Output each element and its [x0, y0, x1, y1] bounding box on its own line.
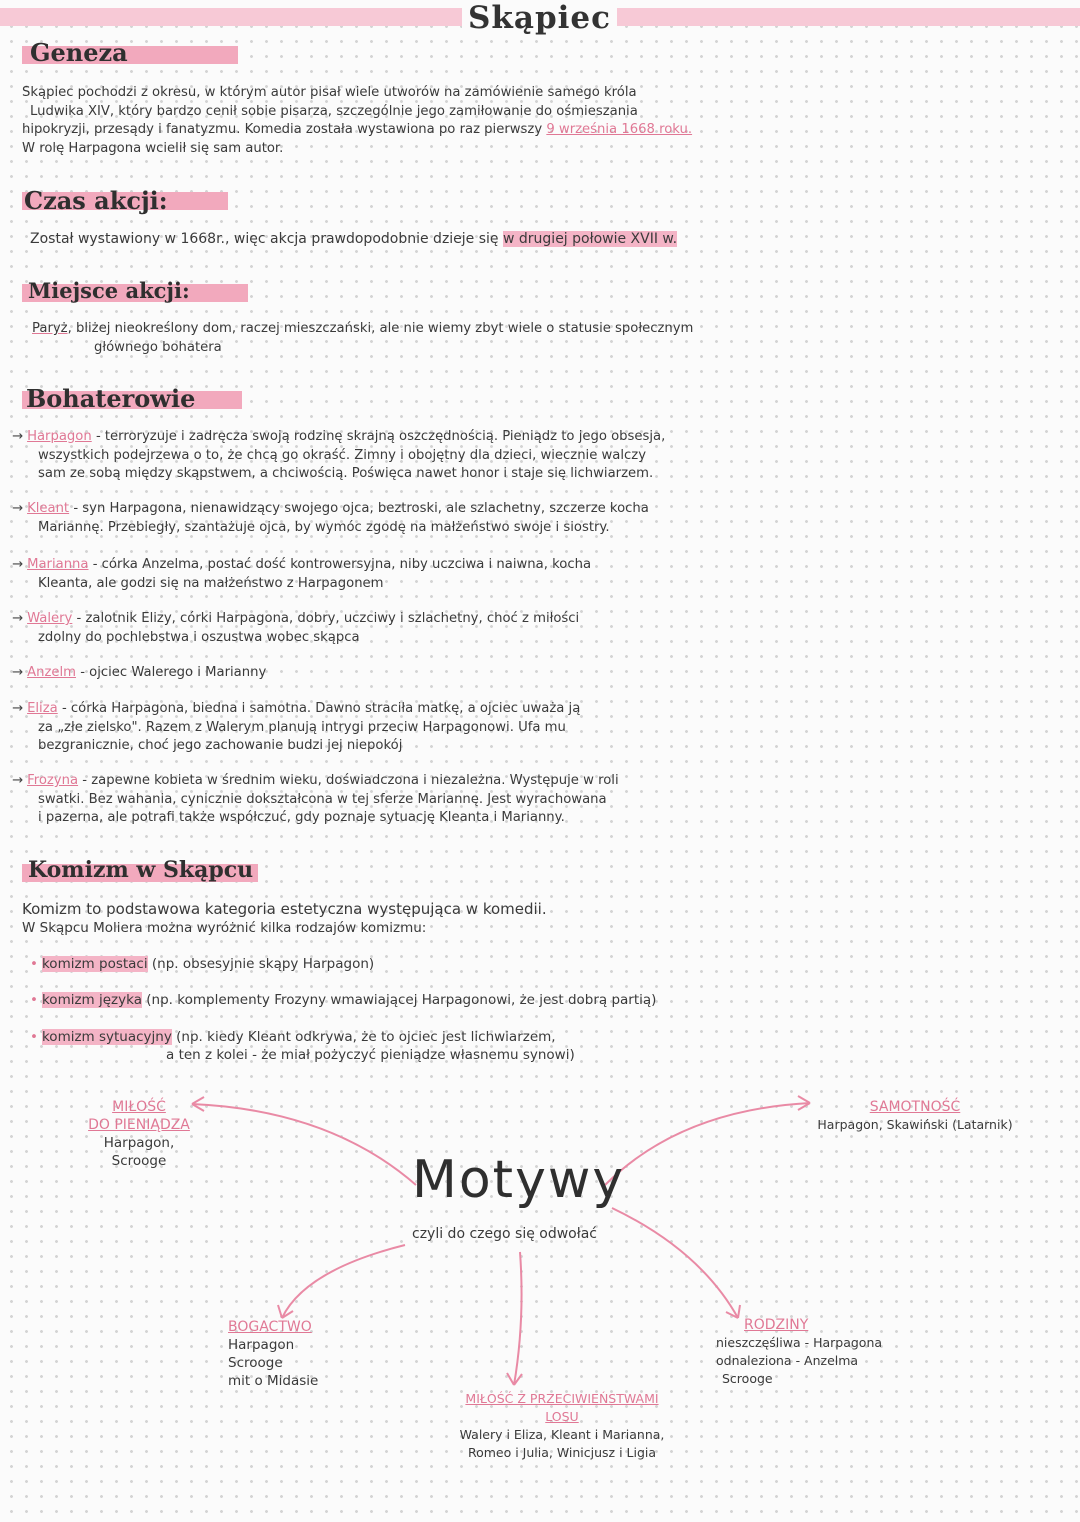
motif-example: Scrooge: [111, 1153, 167, 1169]
motif-example: Harpagon,: [103, 1135, 175, 1151]
motif-samotnosc: [790, 1098, 1040, 1134]
komizm-line: W Skąpcu Moliera można wyróżnić kilka rodzajów komizmu:: [22, 920, 427, 936]
character-desc: bezgranicznie, choć jego zachowanie budzi jej niepokój: [38, 738, 403, 753]
komizm-type: • komizm sytuacyjny (np. kiedy Kleant odkrywa, że to ojciec jest lichwiarzem, a ten z kolei - że miał pożyczyć pieniądze własnemu synowi): [30, 1029, 575, 1063]
character-desc: wszystkich podejrzewa o to, że chcą go okraść. Zimny i obojętny dla dzieci, wiecznie walczy: [38, 447, 647, 463]
character-desc: - terroryzuje i zadręcza swoją rodzinę skrajną oszczędnością. Pieniądz to jego obsesja,: [95, 429, 666, 444]
komizm-label: komizm sytuacyjny: [41, 1029, 172, 1045]
komizm-desc: a ten z kolei - że miał pożyczyć pieniądze własnemu synowi): [166, 1047, 575, 1063]
motif-example: Scrooge: [722, 1371, 773, 1386]
geneza-line: hipokryzji, przesądy i fanatyzmu. Komedia została wystawiona po raz pierwszy: [22, 122, 543, 137]
komizm-label: komizm języka: [41, 992, 142, 1008]
motif-example: mit o Midasie: [228, 1373, 319, 1389]
character-entry: → Anzelm - ojciec Walerego i Marianny: [12, 665, 267, 680]
motif-example: Romeo i Julia, Winicjusz i Ligia: [467, 1445, 657, 1460]
character-entry: → Kleant - syn Harpagona, nienawidzący swojego ojca, beztroski, ale szlachetny, szczerze kocha Mariannę. Przebiegły, szantażuje ojca, by wymóc zgodę na małżeństwo swoje i siostry.: [12, 500, 732, 537]
geneza-line: W rolę Harpagona wcielił się sam autor.: [22, 140, 284, 156]
page-title: Skąpiec: [462, 0, 617, 36]
motif-example: Scrooge: [228, 1355, 283, 1371]
character-desc: i pazerna, ale potrafi także współczuć, gdy poznaje sytuację Kleanta i Marianny.: [38, 810, 565, 825]
character-name: Eliza: [27, 701, 58, 716]
character-desc: - ojciec Walerego i Marianny: [80, 665, 267, 680]
motif-example: Harpagon: [228, 1337, 295, 1353]
motif-example: Walery i Eliza, Kleant i Marianna,: [459, 1427, 665, 1442]
komizm-line: Komizm to podstawowa kategoria estetyczna występująca w komedii.: [22, 900, 547, 918]
character-desc: - syn Harpagona, nienawidzący swojego ojca, beztroski, ale szlachetny, szczerze kocha: [73, 501, 649, 516]
motif-example: Harpagon, Skawiński (Latarnik): [817, 1117, 1013, 1132]
czas-line: Został wystawiony w 1668r., więc akcja prawdopodobnie dzieje się: [30, 231, 499, 247]
character-desc: - córka Harpagona, biedna i samotna. Dawno straciła matkę, a ojciec uważa ją: [61, 701, 581, 716]
motif-title: LOSU: [545, 1409, 579, 1424]
komizm-label: komizm postaci: [41, 956, 148, 972]
place-name: Paryż: [32, 321, 68, 336]
character-entry: → Walery - zalotnik Elizy, córki Harpagona, dobry, uczciwy i szlachetny, choć z miłości zdolny do pochlebstwa i oszustwa wobec skąpca: [12, 610, 732, 647]
motif-title: SAMOTNOŚĆ: [869, 1099, 961, 1115]
character-name: Marianna: [27, 557, 89, 572]
character-name: Harpagon: [27, 429, 92, 444]
motif-title: RODZINY: [744, 1317, 809, 1333]
czas-heading: Czas akcji:: [24, 186, 168, 215]
arrow-to-los: [514, 1252, 522, 1385]
komizm-type: • komizm języka (np. komplementy Frozyny wmawiającej Harpagonowi, że jest dobrą partią): [30, 992, 657, 1008]
komizm-type: • komizm postaci (np. obsesyjnie skąpy Harpagon): [30, 956, 375, 972]
komizm-desc: (np. komplementy Frozyny wmawiającej Harpagonowi, że jest dobrą partią): [146, 992, 657, 1008]
character-entry: → Harpagon - terroryzuje i zadręcza swoją rodzinę skrajną oszczędnością. Pieniądz to jego obsesja, wszystkich podejrzewa o to, że chcą go okraść. Zimny i obojętny dla dzieci, wiecznie walczy sam ze sobą między skąpstwem, a chciwością. Poświęca nawet honor i staje się lichwiarzem.: [12, 428, 732, 484]
motif-milosc: [74, 1098, 204, 1170]
character-desc: - córka Anzelma, postać dość kontrowersyjna, niby uczciwa i naiwna, kocha: [92, 557, 592, 572]
czas-highlight: w drugiej połowie XVII w.: [503, 231, 678, 247]
geneza-line: Skąpiec pochodzi z okresu, w którym autor pisał wiele utworów na zamówienie samego króla: [22, 85, 637, 100]
komizm-desc: (np. obsesyjnie skąpy Harpagon): [151, 956, 375, 972]
motywy-subtitle: czyli do czego się odwołać: [412, 1226, 597, 1242]
motif-example: nieszczęśliwa - Harpagona: [716, 1335, 883, 1350]
arrow-to-rodziny: [612, 1208, 738, 1318]
miejsce-line: , bliżej nieokreślony dom, raczej mieszczański, ale nie wiemy zbyt wiele o statusie społecznym: [67, 321, 694, 336]
arrow-to-samotnosc: [605, 1103, 810, 1185]
motywy-title: Motywy: [412, 1150, 626, 1210]
character-desc: - zalotnik Elizy, córki Harpagona, dobry, uczciwy i szlachetny, choć z miłości: [76, 611, 580, 626]
miejsce-line: głównego bohatera: [94, 339, 222, 355]
character-desc: Kleanta, ale godzi się na małżeństwo z Harpagonem: [38, 575, 384, 591]
motif-title: MIŁOŚĆ: [112, 1099, 166, 1115]
character-name: Frozyna: [27, 773, 79, 788]
character-name: Kleant: [27, 501, 70, 516]
character-desc: swatki. Bez wahania, cynicznie dokształcona w tej sferze Mariannę. Jest wyrachowana: [38, 791, 607, 807]
komizm-desc: (np. kiedy Kleant odkrywa, że to ojciec jest lichwiarzem,: [176, 1029, 556, 1045]
character-name: Walery: [27, 611, 73, 626]
geneza-line: Ludwika XIV, który bardzo cenił sobie pisarza, szczególnie jego zamiłowanie do ośmieszania: [30, 103, 638, 119]
bohaterowie-heading: Bohaterowie: [26, 384, 196, 413]
motif-rodziny: [716, 1316, 882, 1388]
motif-bogactwo: [228, 1318, 318, 1390]
premiere-date: 9 września 1668 roku.: [546, 122, 693, 137]
character-desc: za „złe zielsko". Razem z Walerym planują intrygi przeciw Harpagonowi. Ufa mu: [38, 719, 566, 735]
character-name: Anzelm: [27, 665, 76, 680]
geneza-heading: Geneza: [30, 38, 128, 67]
character-desc: - zapewne kobieta w średnim wieku, doświadczona i niezależna. Występuje w roli: [82, 773, 619, 788]
motif-title: MIŁOŚĆ Z PRZECIWIEŃSTWAMI: [465, 1391, 659, 1406]
motif-example: odnaleziona - Anzelma: [716, 1353, 859, 1368]
arrow-to-bogactwo: [282, 1245, 405, 1318]
motif-title: BOGACTWO: [228, 1319, 312, 1335]
arrow-to-milosc: [192, 1104, 416, 1185]
character-desc: sam ze sobą między skąpstwem, a chciwością. Poświęca nawet honor i staje się lichwiarzem.: [38, 466, 654, 481]
character-desc: zdolny do pochlebstwa i oszustwa wobec skąpca: [38, 629, 360, 645]
character-desc: Mariannę. Przebiegły, szantażuje ojca, by wymóc zgodę na małżeństwo swoje i siostry.: [38, 519, 610, 535]
motif-title: DO PIENIĄDZA: [88, 1117, 190, 1133]
komizm-heading: Komizm w Skąpcu: [28, 857, 254, 883]
miejsce-heading: Miejsce akcji:: [28, 278, 190, 303]
character-entry: → Eliza - córka Harpagona, biedna i samotna. Dawno straciła matkę, a ojciec uważa ją za „złe zielsko". Razem z Walerym planują intrygi przeciw Harpagonowi. Ufa mu bezgranicznie, choć jego zachowanie budzi jej niepokój: [12, 700, 732, 756]
character-entry: → Marianna - córka Anzelma, postać dość kontrowersyjna, niby uczciwa i naiwna, kocha Kleanta, ale godzi się na małżeństwo z Harpagonem: [12, 556, 732, 593]
motif-los: [442, 1390, 682, 1462]
character-entry: → Frozyna - zapewne kobieta w średnim wieku, doświadczona i niezależna. Występuje w roli swatki. Bez wahania, cynicznie dokształcona w tej sferze Mariannę. Jest wyrachowana i pazerna, ale potrafi także współczuć, gdy poznaje sytuację Kleanta i Marianny.: [12, 772, 732, 828]
